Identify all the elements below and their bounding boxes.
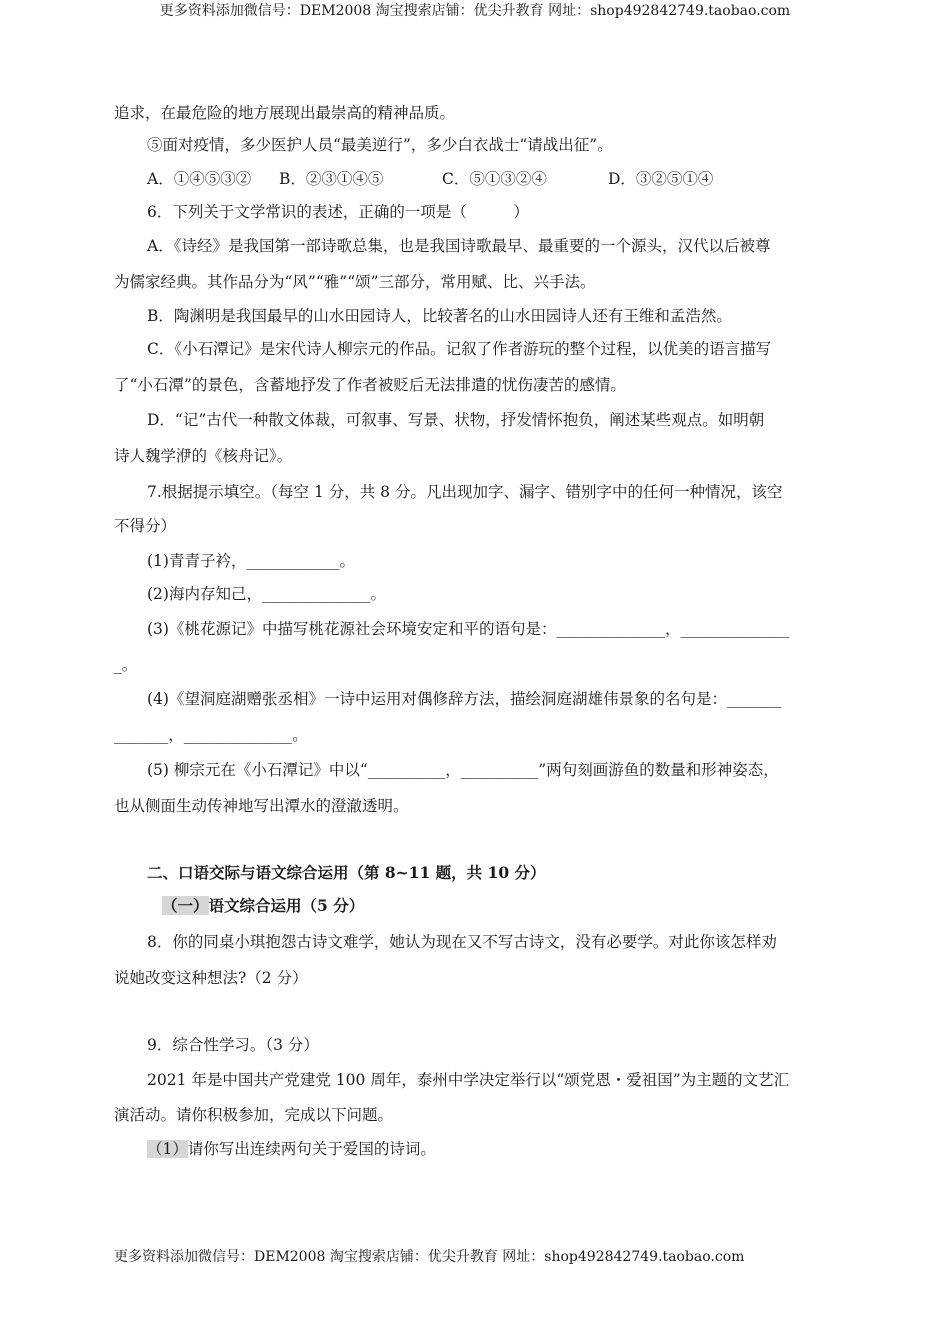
q8-line2: 说她改变这种想法?（2 分） xyxy=(114,969,308,987)
q7-part-5-line1: (5) 柳宗元在《小石潭记》中以“__________，__________”两句刻画游鱼的数量和形神姿态， xyxy=(147,761,779,779)
subsection-1-title xyxy=(162,895,364,917)
q7-part-3-line2: _。 xyxy=(114,656,138,674)
section-2-title: 二、口语交际与语文综合运用（第 8~11 题，共 10 分） xyxy=(147,863,546,882)
q6-option-b: B．陶渊明是我国最早的山水田园诗人，比较著名的山水田园诗人还有王维和孟浩然。 xyxy=(147,307,732,325)
subsection-1-label: 语文综合运用（5 分） xyxy=(208,896,365,915)
q7-part-5-line2: 也从侧面生动传神地写出潭水的澄澈透明。 xyxy=(114,797,409,815)
q6-option-a-line1: A．《诗经》是我国第一部诗歌总集，也是我国诗歌最早、最重要的一个源头，汉代以后被尊 xyxy=(147,237,771,255)
page-header: 更多资料添加微信号：DEM2008 淘宝搜索店铺：优尖升教育 网址：shop492842749.taobao.com xyxy=(159,3,791,19)
q6-option-d-line2: 诗人魏学洢的《核舟记》。 xyxy=(114,447,293,465)
q9-part-1 xyxy=(147,1138,436,1160)
q8-line1: 8．你的同桌小琪抱怨古诗文难学，她认为现在又不写古诗文，没有必要学。对此你该怎样劝 xyxy=(147,933,777,951)
q5-option-c: C．⑤①③②④ xyxy=(442,170,547,188)
q6-option-a-line2: 为儒家经典。其作品分为“风”“雅”“颂”三部分，常用赋、比、兴手法。 xyxy=(114,273,596,291)
q7-stem-line1: 7.根据提示填空。（每空 1 分，共 8 分。凡出现加字、漏字、错别字中的任何一种情况，该空 xyxy=(147,483,783,501)
q5-continuation: 追求，在最危险的地方展现出最崇高的精神品质。 xyxy=(114,104,456,122)
q7-part-4-line1: (4)《望洞庭湖赠张丞相》一诗中运用对偶修辞方法，描绘洞庭湖雄伟景象的名句是：_______ xyxy=(147,690,782,708)
q9-part-1-marker: （1） xyxy=(147,1140,188,1158)
q6-option-c-line2: 了“小石潭”的景色，含蓄地抒发了作者被贬后无法排遣的忧伤凄苦的感情。 xyxy=(114,376,626,394)
q7-part-4-line2: _______，______________。 xyxy=(114,726,308,744)
q5-option-b: B．②③①④⑤ xyxy=(279,170,384,188)
q6-option-c-line1: C．《小石潭记》是宋代诗人柳宗元的作品。记叙了作者游玩的整个过程，以优美的语言描写 xyxy=(147,340,772,358)
q5-option-d: D．③②⑤①④ xyxy=(608,170,714,188)
page-footer: 更多资料添加微信号：DEM2008 淘宝搜索店铺：优尖升教育 网址：shop492842749.taobao.com xyxy=(114,1249,745,1265)
q6-option-d-line1: D．“记”古代一种散文体裁，可叙事、写景、状物，抒发情怀抱负，阐述某些观点。如明朝 xyxy=(147,411,765,429)
subsection-1-marker: （一） xyxy=(162,896,209,915)
q5-options xyxy=(147,168,713,190)
q9-stem: 9．综合性学习。（3 分） xyxy=(147,1036,319,1054)
q7-stem-line2: 不得分） xyxy=(114,517,177,535)
q5-item-5: ⑤面对疫情，多少医护人员“最美逆行”，多少白衣战士“请战出征”。 xyxy=(147,136,613,154)
q6-stem: 6．下列关于文学常识的表述，正确的一项是（ ） xyxy=(147,203,529,221)
q7-part-2: (2)海内存知己，______________。 xyxy=(147,585,386,603)
q7-part-3-line1: (3)《桃花源记》中描写桃花源社会环境安定和平的语句是：______________，______________ xyxy=(147,620,789,638)
q9-intro-line1: 2021 年是中国共产党建党 100 周年，泰州中学决定举行以“颂党恩・爱祖国”为主题的文艺汇 xyxy=(147,1071,790,1089)
q9-part-1-text: 请你写出连续两句关于爱国的诗词。 xyxy=(187,1140,436,1158)
q5-option-a: A．①④⑤③② xyxy=(147,170,252,188)
q7-part-1: (1)青青子衿，____________。 xyxy=(147,552,355,570)
q9-intro-line2: 演活动。请你积极参加，完成以下问题。 xyxy=(114,1106,394,1124)
